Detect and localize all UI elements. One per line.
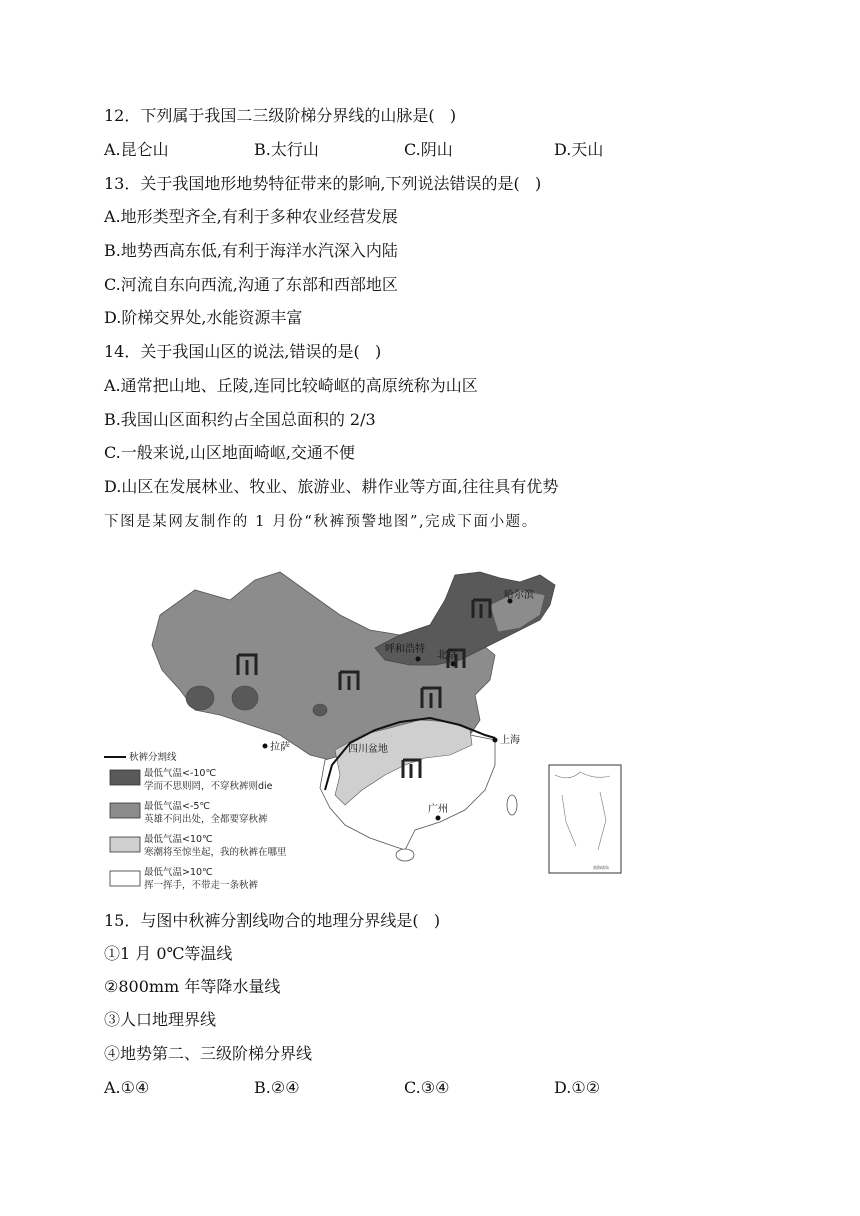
q13-option-b: B.地势西高东低,有利于海洋水汽深入内陆: [104, 241, 398, 260]
map-hainan: [396, 849, 414, 861]
legend-item-1-l1: 最低气温<-10℃: [144, 768, 217, 779]
legend-swatch-3: [110, 837, 140, 852]
map-cold-spot-2: [232, 686, 258, 710]
q13-option-a: A.地形类型齐全,有利于多种农业经营发展: [104, 207, 398, 226]
city-dot-guangzhou: [436, 816, 441, 821]
map-cold-spot-1: [186, 686, 214, 710]
q15-stem: 15．与图中秋裤分割线吻合的地理分界线是( ): [104, 911, 441, 930]
q14-stem: 14．关于我国山区的说法,错误的是( ): [104, 342, 382, 361]
legend-line-label: 秋裤分割线: [129, 752, 177, 763]
city-dot-hohhot: [416, 657, 421, 662]
city-guangzhou: 广州: [428, 804, 448, 815]
q12-option-d: D.天山: [554, 140, 604, 159]
q15-item-3: ③人口地理界线: [104, 1010, 217, 1029]
q14-option-c: C.一般来说,山区地面崎岖,交通不便: [104, 443, 355, 462]
q15-option-d: D.①②: [554, 1078, 601, 1097]
q15-option-a: A.①④: [104, 1078, 150, 1097]
city-lhasa: 拉萨: [270, 742, 290, 753]
legend-item-3-l1: 最低气温<10℃: [144, 834, 213, 845]
city-dot-shanghai: [493, 738, 498, 743]
legend-item-3-l2: 寒潮将至惊坐起，我的秋裤在哪里: [144, 847, 287, 858]
q12-option-b: B.太行山: [254, 140, 319, 159]
city-dot-lhasa: [263, 744, 268, 749]
q15-option-c: C.③④: [404, 1078, 450, 1097]
q13-stem: 13．关于我国地形地势特征带来的影响,下列说法错误的是( ): [104, 174, 542, 193]
city-harbin: 哈尔滨: [504, 590, 534, 601]
city-dot-beijing: [451, 662, 456, 667]
map-cold-spot-3: [313, 704, 327, 716]
legend-item-4-l2: 挥一挥手，不带走一条秋裤: [144, 880, 259, 891]
city-sichuan-basin: 四川盆地: [348, 744, 388, 755]
legend-item-1-l2: 学而不思则罔，不穿秋裤则die: [144, 781, 273, 792]
city-hohhot: 呼和浩特: [385, 644, 425, 655]
q15-item-2: ②800mm 年等降水量线: [104, 977, 281, 996]
q15-option-b: B.②④: [254, 1078, 300, 1097]
q12-stem: 12．下列属于我国二三级阶梯分界线的山脉是( ): [104, 106, 457, 125]
legend-swatch-4: [110, 871, 140, 886]
map-taiwan: [507, 795, 517, 815]
south-sea-inset: [549, 765, 621, 873]
legend-item-2-l2: 英雄不问出处，全都要穿秋裤: [144, 814, 268, 825]
q13-option-d: D.阶梯交界处,水能资源丰富: [104, 308, 303, 327]
map-intro: 下图是某网友制作的 1 月份“秋裤预警地图”,完成下面小题。: [104, 514, 538, 530]
q12-option-c: C.阴山: [404, 140, 453, 159]
legend-swatch-1: [110, 770, 140, 785]
city-beijing: 北京: [437, 650, 457, 661]
q13-option-c: C.河流自东向西流,沟通了东部和西部地区: [104, 275, 398, 294]
legend-swatch-2: [110, 803, 140, 818]
q14-option-b: B.我国山区面积约占全国总面积的 2/3: [104, 410, 376, 429]
q14-option-a: A.通常把山地、丘陵,连同比较崎岖的高原统称为山区: [104, 376, 478, 395]
q15-item-4: ④地势第二、三级阶梯分界线: [104, 1044, 313, 1063]
south-sea-inset-label: 南海诸岛: [593, 865, 609, 870]
q12-option-a: A.昆仑山: [104, 140, 169, 159]
legend-item-4-l1: 最低气温>10℃: [144, 867, 213, 878]
qiuku-warning-map: [100, 560, 630, 895]
q14-option-d: D.山区在发展林业、牧业、旅游业、耕作业等方面,往往具有优势: [104, 477, 559, 496]
city-shanghai: 上海: [500, 735, 520, 746]
q15-item-1: ①1 月 0℃等温线: [104, 944, 233, 963]
legend-item-2-l1: 最低气温<-5℃: [144, 801, 211, 812]
